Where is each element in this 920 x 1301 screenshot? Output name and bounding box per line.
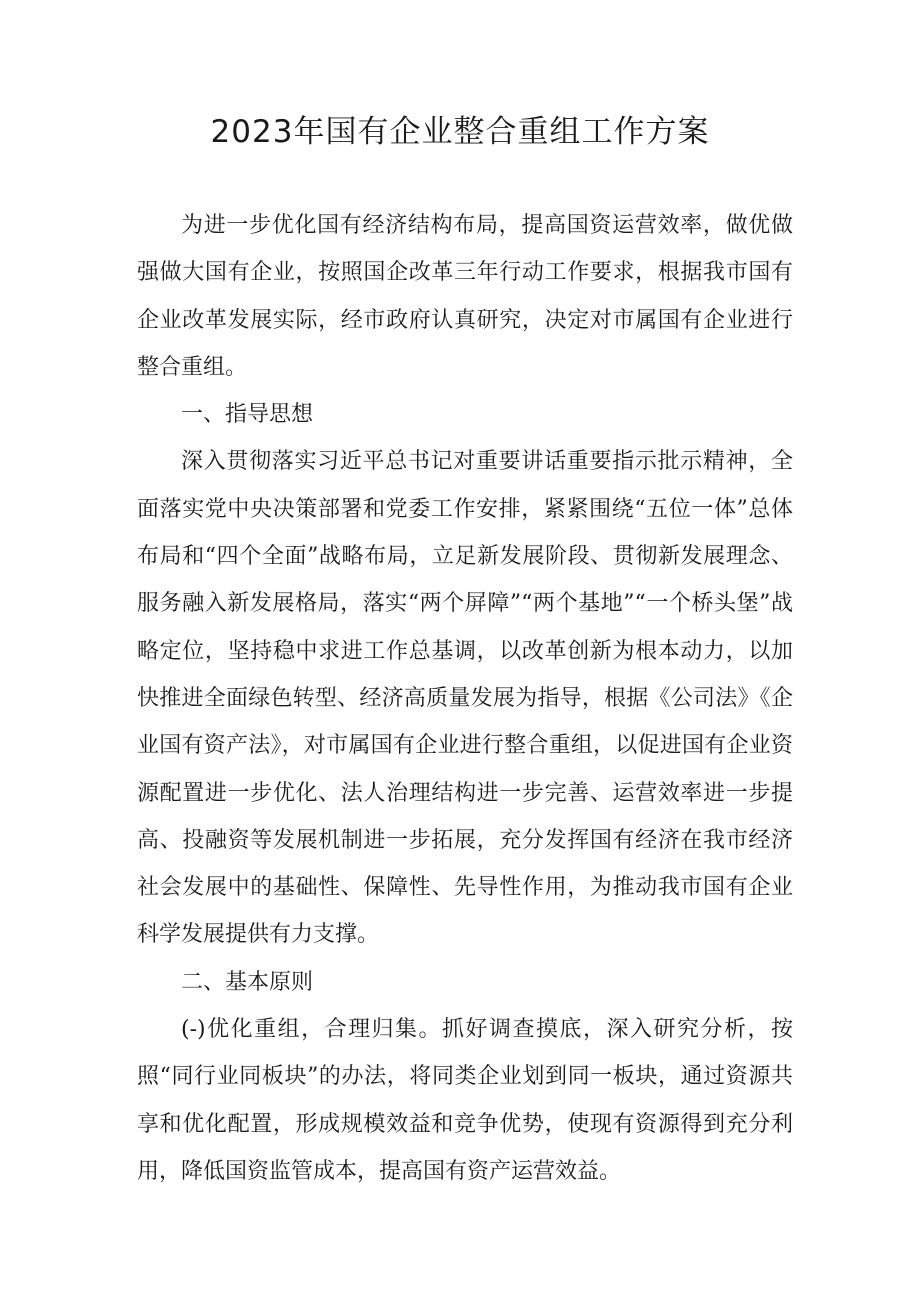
section-heading-basic-principles: 二、基本原则	[181, 969, 314, 995]
document-body	[137, 202, 793, 1195]
section-heading-guiding-ideology: 一、指导思想	[181, 402, 314, 428]
intro-paragraph: 为进一步优化国有经济结构布局，提高国资运营效率，做优做强做大国有企业，按照国企改革三年行动工作要求，根据我市国有企业改革发展实际，经市政府认真研究，决定对市属国有企业进行整合重组。	[137, 213, 793, 380]
document-title: 2023年国有企业整合重组工作方案	[210, 114, 710, 150]
principle-one-paragraph: (-)优化重组，合理归集。抓好调查摸底，深入研究分析，按照“同行业同板块”的办法，将同类企业划到同一板块，通过资源共享和优化配置，形成规模效益和竞争优势，使现有资源得到充分利用，降低国资监管成本，提高国有资产运营效益。	[137, 1017, 793, 1184]
guiding-ideology-paragraph: 深入贯彻落实习近平总书记对重要讲话重要指示批示精神，全面落实党中央决策部署和党委工作安排，紧紧围绕“五位一体”总体布局和“四个全面”战略布局，立足新发展阶段、贯彻新发展理念、服务融入新发展格局，落实“两个屏障”“两个基地”“一个桥头堡”战略定位，坚持稳中求进工作总基调，以改革创新为根本动力，以加快推进全面绿色转型、经济高质量发展为指导，根据《公司法》《企业国有资产法》，对市属国有企业进行整合重组，以促进国有企业资源配置进一步优化、法人治理结构进一步完善、运营效率进一步提高、投融资等发展机制进一步拓展，充分发挥国有经济在我市经济社会发展中的基础性、保障性、先导性作用，为推动我市国有企业科学发展提供有力支撑。	[137, 449, 794, 948]
